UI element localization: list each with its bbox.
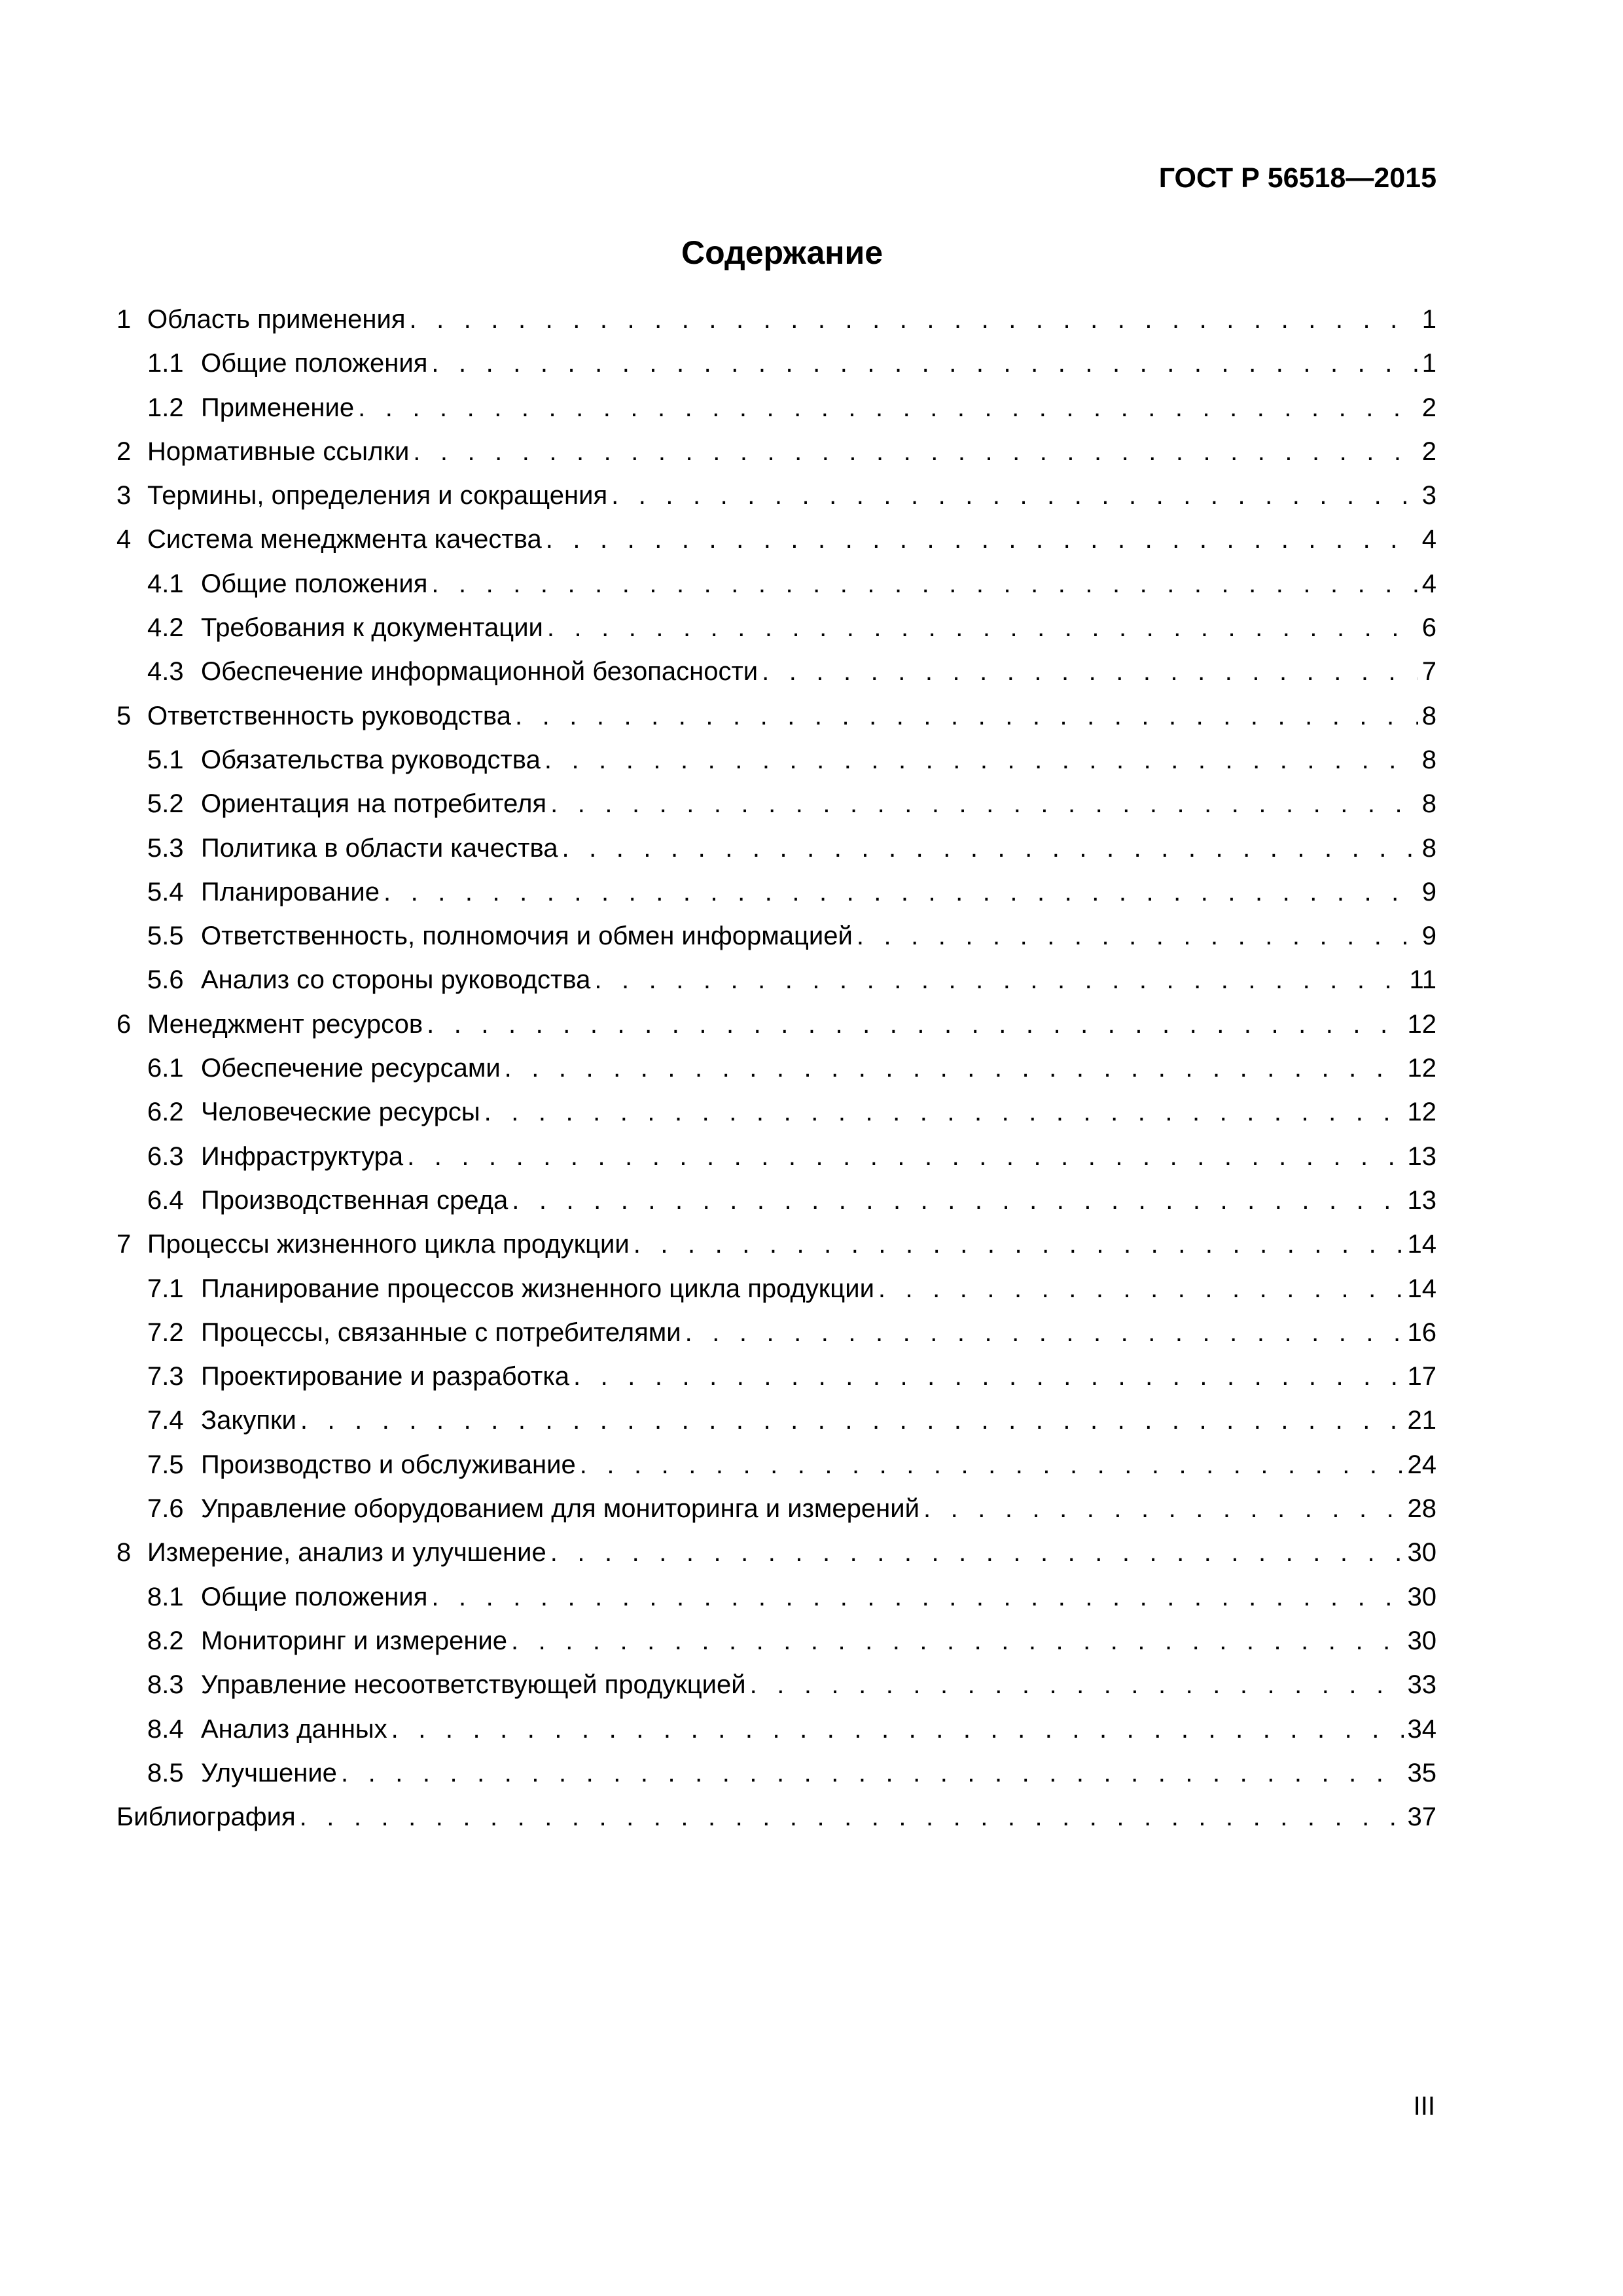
table-of-contents [116, 298, 1436, 1839]
toc-entry-page: 11 [1409, 965, 1436, 995]
toc-entry[interactable] [116, 1443, 1436, 1487]
toc-entry-number: 5.3 [147, 833, 184, 863]
dot-leader [750, 1663, 1404, 1707]
toc-entry[interactable] [116, 782, 1436, 826]
dot-leader [431, 562, 1418, 606]
toc-entry[interactable] [116, 1531, 1436, 1575]
dot-leader [857, 914, 1418, 958]
toc-entry-page: 2 [1421, 393, 1436, 422]
toc-entry-title: Обеспечение информационной безопасности [201, 657, 758, 687]
toc-entry-page: 1 [1421, 349, 1436, 378]
toc-entry-number: 6.3 [147, 1141, 184, 1171]
toc-entry[interactable] [116, 1751, 1436, 1795]
toc-entry-title: Общие положения [201, 1582, 428, 1611]
toc-entry-title: Процессы жизненного цикла продукции [147, 1230, 630, 1259]
dot-leader [383, 870, 1418, 914]
toc-entry-title: Область применения [147, 305, 406, 334]
toc-entry[interactable] [116, 1135, 1436, 1179]
toc-entry-number: 1.1 [147, 349, 184, 378]
toc-entry[interactable] [116, 518, 1436, 562]
dot-leader [427, 1003, 1403, 1047]
dot-leader [923, 1487, 1404, 1531]
toc-entry-title: Анализ со стороны руководства [201, 965, 591, 995]
toc-entry-number: 8.5 [147, 1758, 184, 1787]
toc-entry-title: Ориентация на потребителя [201, 789, 547, 819]
toc-entry[interactable] [116, 562, 1436, 606]
dot-leader [550, 782, 1418, 826]
toc-entry[interactable] [116, 1663, 1436, 1707]
toc-entry[interactable] [116, 738, 1436, 782]
toc-entry[interactable] [116, 298, 1436, 342]
dot-leader [341, 1751, 1404, 1795]
toc-entry-page: 16 [1407, 1318, 1436, 1347]
dot-leader [546, 518, 1418, 562]
toc-entry-number: 7 [116, 1230, 132, 1259]
toc-entry-page: 21 [1407, 1406, 1436, 1435]
toc-entry[interactable] [116, 386, 1436, 430]
dot-leader [594, 958, 1405, 1002]
dot-leader [410, 298, 1418, 342]
toc-entry[interactable] [116, 1399, 1436, 1443]
toc-entry[interactable] [116, 694, 1436, 738]
dot-leader [431, 1575, 1403, 1619]
toc-entry-number: 8 [116, 1538, 132, 1568]
toc-entry-number: 5.1 [147, 745, 184, 774]
dot-leader [413, 430, 1418, 474]
toc-entry[interactable] [116, 1179, 1436, 1223]
toc-entry-number: 4 [116, 525, 132, 554]
toc-entry-title: Политика в области качества [201, 833, 558, 863]
toc-entry-page: 13 [1407, 1141, 1436, 1171]
toc-entry-number: 4.1 [147, 569, 184, 598]
toc-entry-title: Библиография [116, 1803, 296, 1832]
dot-leader [391, 1708, 1404, 1751]
toc-entry-page: 7 [1421, 657, 1436, 687]
toc-entry-page: 4 [1421, 569, 1436, 598]
toc-entry-title: Ответственность руководства [147, 701, 511, 730]
dot-leader [550, 1531, 1404, 1575]
toc-entry[interactable] [116, 1708, 1436, 1751]
toc-entry[interactable] [116, 1223, 1436, 1266]
toc-entry-number: 7.6 [147, 1494, 184, 1524]
toc-entry-page: 14 [1407, 1230, 1436, 1259]
toc-entry-page: 3 [1421, 481, 1436, 511]
toc-entry-title: Обеспечение ресурсами [201, 1054, 501, 1083]
dot-leader [512, 1179, 1403, 1223]
toc-entry-number: 7.2 [147, 1318, 184, 1347]
toc-entry-page: 6 [1421, 613, 1436, 643]
toc-entry-page: 30 [1407, 1538, 1436, 1568]
toc-entry-title: Управление несоответствующей продукцией [201, 1670, 746, 1700]
toc-entry-number: 4.2 [147, 613, 184, 643]
toc-entry[interactable] [116, 1267, 1436, 1311]
toc-title: Содержание [681, 234, 883, 271]
toc-entry-page: 8 [1421, 789, 1436, 819]
dot-leader [511, 1619, 1403, 1663]
toc-entry[interactable] [116, 958, 1436, 1002]
toc-entry-number: 7.4 [147, 1406, 184, 1435]
toc-entry-title: Система менеджмента качества [147, 525, 542, 554]
toc-entry[interactable] [116, 870, 1436, 914]
dot-leader [484, 1090, 1404, 1134]
toc-entry-title: Анализ данных [201, 1714, 387, 1744]
toc-entry-title: Требования к документации [201, 613, 543, 643]
toc-entry[interactable] [116, 430, 1436, 474]
toc-entry[interactable] [116, 342, 1436, 386]
page-number: III [1413, 2092, 1435, 2121]
toc-entry[interactable] [116, 914, 1436, 958]
toc-entry-title: Ответственность, полномочия и обмен информацией [201, 922, 853, 951]
toc-entry-title: Общие положения [201, 569, 428, 598]
dot-leader [878, 1267, 1404, 1311]
toc-entry[interactable] [116, 1355, 1436, 1399]
toc-entry-page: 9 [1421, 922, 1436, 951]
toc-entry-title: Нормативные ссылки [147, 437, 410, 466]
toc-entry-title: Улучшение [201, 1758, 337, 1787]
toc-entry[interactable] [116, 1047, 1436, 1090]
toc-entry-title: Проектирование и разработка [201, 1362, 569, 1391]
toc-entry[interactable] [116, 650, 1436, 694]
toc-entry[interactable] [116, 1003, 1436, 1047]
toc-entry-number: 6.1 [147, 1054, 184, 1083]
toc-entry-title: Человеческие ресурсы [201, 1098, 480, 1127]
toc-entry-page: 24 [1407, 1450, 1436, 1479]
dot-leader [547, 606, 1418, 650]
toc-entry-number: 8.4 [147, 1714, 184, 1744]
toc-entry-page: 2 [1421, 437, 1436, 466]
toc-entry-page: 8 [1421, 745, 1436, 774]
toc-entry-page: 35 [1407, 1758, 1436, 1787]
toc-entry-title: Процессы, связанные с потребителями [201, 1318, 681, 1347]
toc-entry-number: 2 [116, 437, 132, 466]
toc-entry[interactable] [116, 1619, 1436, 1663]
dot-leader [633, 1223, 1404, 1266]
toc-entry-page: 17 [1407, 1362, 1436, 1391]
toc-entry-title: Термины, определения и сокращения [147, 481, 608, 511]
toc-entry-title: Производственная среда [201, 1185, 508, 1215]
toc-entry-number: 7.5 [147, 1450, 184, 1479]
toc-entry-number: 5.4 [147, 877, 184, 906]
toc-entry-title: Закупки [201, 1406, 296, 1435]
toc-entry-page: 9 [1421, 877, 1436, 906]
toc-entry-number: 5 [116, 701, 132, 730]
toc-entry-number: 8.2 [147, 1626, 184, 1655]
toc-entry-title: Обязательства руководства [201, 745, 541, 774]
toc-entry-title: Мониторинг и измерение [201, 1626, 508, 1655]
toc-entry-title: Планирование процессов жизненного цикла продукции [201, 1274, 874, 1303]
dot-leader [505, 1047, 1404, 1090]
dot-leader [580, 1443, 1404, 1487]
dot-leader [407, 1135, 1403, 1179]
dot-leader [611, 474, 1418, 518]
toc-entry-number: 6.2 [147, 1098, 184, 1127]
toc-entry-page: 34 [1407, 1714, 1436, 1744]
toc-entry-number: 6 [116, 1009, 132, 1039]
toc-entry-page: 37 [1407, 1803, 1436, 1832]
dot-leader [358, 386, 1418, 430]
toc-entry-title: Общие положения [201, 349, 428, 378]
toc-entry-title: Измерение, анализ и улучшение [147, 1538, 546, 1568]
document-code: ГОСТ Р 56518—2015 [1158, 162, 1436, 194]
toc-entry-page: 12 [1407, 1009, 1436, 1039]
toc-entry-number: 8.3 [147, 1670, 184, 1700]
toc-entry-number: 5.2 [147, 789, 184, 819]
dot-leader [562, 827, 1418, 870]
toc-entry[interactable] [116, 474, 1436, 518]
toc-entry-number: 1.2 [147, 393, 184, 422]
dot-leader [762, 650, 1418, 694]
toc-entry[interactable] [116, 1575, 1436, 1619]
toc-entry-page: 12 [1407, 1054, 1436, 1083]
dot-leader [685, 1311, 1404, 1355]
toc-entry-page: 8 [1421, 701, 1436, 730]
toc-entry-title: Применение [201, 393, 355, 422]
toc-entry-number: 7.1 [147, 1274, 184, 1303]
toc-entry-page: 4 [1421, 525, 1436, 554]
toc-entry-title: Производство и обслуживание [201, 1450, 576, 1479]
toc-entry-number: 4.3 [147, 657, 184, 687]
toc-entry-number: 5.5 [147, 922, 184, 951]
toc-entry-title: Инфраструктура [201, 1141, 404, 1171]
toc-entry[interactable] [116, 827, 1436, 870]
toc-entry-page: 13 [1407, 1185, 1436, 1215]
toc-entry-number: 1 [116, 305, 132, 334]
dot-leader [515, 694, 1418, 738]
dot-leader [300, 1795, 1404, 1839]
toc-entry[interactable] [116, 1090, 1436, 1134]
toc-entry[interactable] [116, 1795, 1436, 1839]
toc-entry-page: 30 [1407, 1582, 1436, 1611]
dot-leader [431, 342, 1418, 386]
toc-entry-page: 12 [1407, 1098, 1436, 1127]
toc-entry[interactable] [116, 1487, 1436, 1531]
dot-leader [573, 1355, 1404, 1399]
toc-entry-page: 8 [1421, 833, 1436, 863]
toc-entry-page: 30 [1407, 1626, 1436, 1655]
toc-entry-number: 5.6 [147, 965, 184, 995]
toc-entry-number: 3 [116, 481, 132, 511]
toc-entry-number: 8.1 [147, 1582, 184, 1611]
toc-entry-title: Менеджмент ресурсов [147, 1009, 423, 1039]
dot-leader [544, 738, 1418, 782]
toc-entry[interactable] [116, 1311, 1436, 1355]
dot-leader [300, 1399, 1404, 1443]
toc-entry-page: 33 [1407, 1670, 1436, 1700]
toc-entry-page: 1 [1421, 305, 1436, 334]
toc-entry-page: 14 [1407, 1274, 1436, 1303]
toc-entry-number: 6.4 [147, 1185, 184, 1215]
toc-entry-number: 7.3 [147, 1362, 184, 1391]
toc-entry[interactable] [116, 606, 1436, 650]
toc-entry-title: Планирование [201, 877, 380, 906]
toc-entry-title: Управление оборудованием для мониторинга и измерений [201, 1494, 919, 1524]
toc-entry-page: 28 [1407, 1494, 1436, 1524]
